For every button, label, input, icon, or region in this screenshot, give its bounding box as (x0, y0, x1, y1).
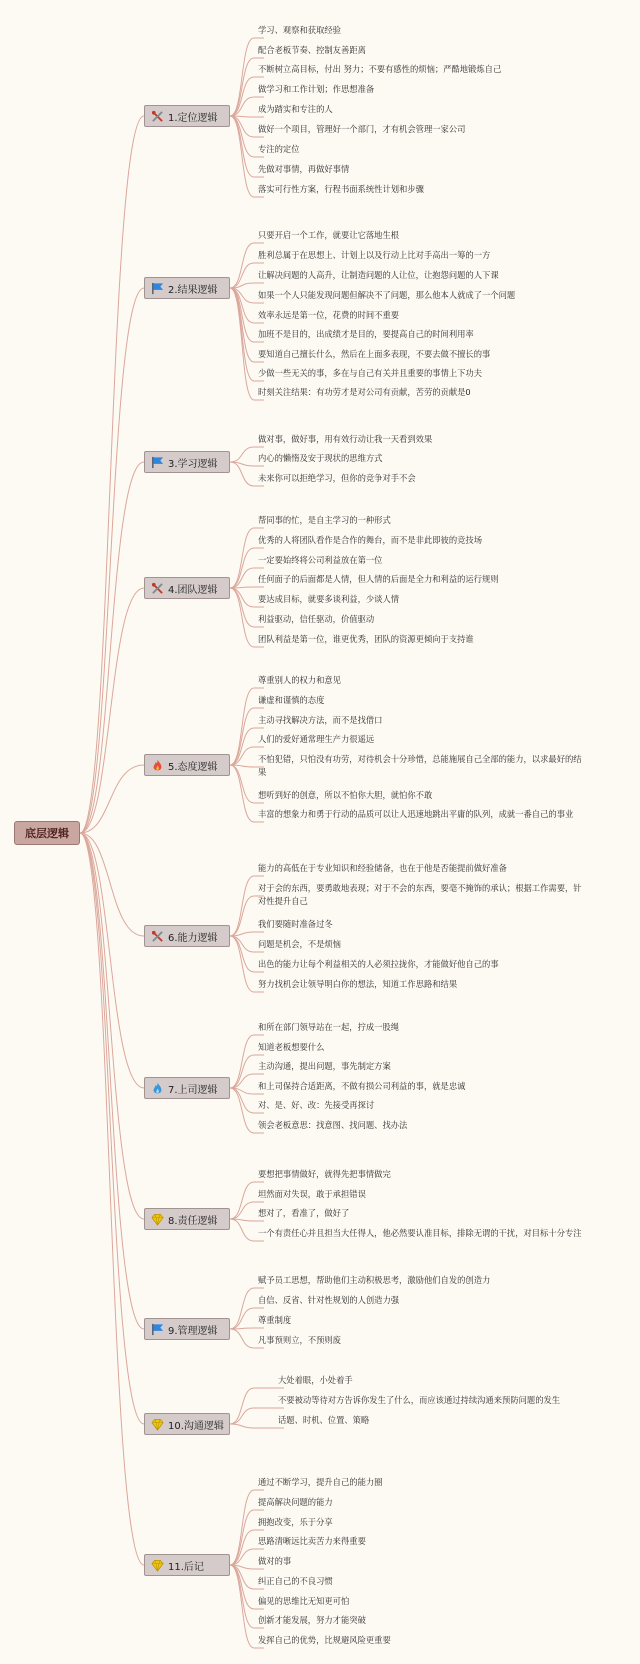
root-branch-connector (80, 833, 144, 1424)
branch-label: 8.责任逻辑 (168, 1215, 218, 1227)
leaf-item[interactable]: 尊重别人的权力和意见 (258, 675, 341, 685)
leaf-item[interactable]: 通过不断学习，提升自己的能力圈 (258, 1477, 383, 1487)
branch-node[interactable] (144, 577, 230, 599)
leaf-item[interactable]: 团队利益是第一位，谁更优秀，团队的资源更倾向于支持谁 (258, 634, 474, 644)
leaf-item[interactable]: 效率永远是第一位，花费的时间不重要 (258, 310, 400, 320)
leaf-item[interactable]: 人们的爱好通常理生产力很遥远 (258, 734, 375, 744)
branch-label: 10.沟通逻辑 (168, 1420, 224, 1432)
leaf-item[interactable]: 问题是机会，不是烦恼 (258, 939, 341, 949)
leaf-item[interactable]: 发挥自己的优势，比规避风险更重要 (258, 1635, 391, 1645)
leaf-item[interactable]: 想听到好的创意，所以不怕你大胆，就怕你不敢 (258, 790, 433, 800)
branch-label: 2.结果逻辑 (168, 284, 218, 296)
leaf-item[interactable]: 不断树立高目标，付出 努力；不要有感性的烦恼；严酷地锻炼自己 (258, 64, 502, 74)
leaf-item[interactable]: 胜利总属于在思想上、计划上以及行动上比对手高出一筹的一方 (258, 250, 491, 260)
leaf-item[interactable]: 少做一些无关的事，多在与自己有关并且重要的事情上下功夫 (258, 368, 483, 378)
flag-icon (151, 456, 164, 469)
leaf-item[interactable]: 让解决问题的人高升，让制造问题的人让位，让抱怨问题的人下课 (258, 270, 499, 280)
root-branch-connector (80, 116, 144, 833)
pick-and-shovel-icon (151, 582, 164, 595)
branch-node[interactable] (144, 754, 230, 776)
flag-icon (151, 456, 164, 469)
leaf-item[interactable]: 主动沟通，提出问题，事先制定方案 (258, 1061, 391, 1071)
branch-label: 7.上司逻辑 (168, 1084, 218, 1096)
leaf-item[interactable]: 一定要始终将公司利益放在第一位 (258, 555, 383, 565)
leaf-item[interactable]: 大处着眼，小处着手 (278, 1375, 353, 1385)
leaf-item[interactable]: 成为踏实和专注的人 (258, 104, 333, 114)
leaf-item[interactable]: 想对了，看准了，做好了 (258, 1208, 350, 1218)
leaf-connector (230, 1408, 284, 1424)
root-node[interactable]: 底层逻辑 (14, 821, 80, 845)
gem-icon (151, 1418, 164, 1431)
gem-icon (151, 1559, 164, 1572)
pick-and-shovel-icon (151, 930, 164, 943)
leaf-item[interactable]: 和上司保持合适距离，不做有损公司利益的事，就是忠诚 (258, 1081, 466, 1091)
leaf-item[interactable]: 要想把事情做好，就得先把事情做完 (258, 1169, 391, 1179)
branch-node[interactable] (144, 1413, 230, 1435)
gem-icon (151, 1559, 164, 1572)
leaf-item[interactable]: 做对的事 (258, 1556, 292, 1566)
leaf-connector (230, 1388, 284, 1424)
leaf-connector (230, 288, 264, 400)
leaf-item[interactable]: 提高解决问题的能力 (258, 1497, 333, 1507)
leaf-item[interactable]: 内心的懒惰及安于现状的思维方式 (258, 453, 383, 463)
fire-icon (151, 759, 164, 772)
branch-label: 4.团队逻辑 (168, 584, 218, 596)
leaf-item[interactable]: 要达成目标，就要多谈利益，少谈人情 (258, 594, 400, 604)
leaf-item[interactable]: 要知道自己擅长什么，然后在上面多表现，不要去做不擅长的事 (258, 349, 491, 359)
branch-label: 3.学习逻辑 (168, 458, 218, 470)
leaf-item[interactable]: 如果一个人只能发现问题但解决不了问题，那么他本人就成了一个问题 (258, 290, 516, 300)
leaf-item[interactable]: 做好一个项目，管理好一个部门，才有机会管理一家公司 (258, 124, 466, 134)
gem-icon (151, 1213, 164, 1226)
leaf-item[interactable]: 和所在部门领导站在一起，拧成一股绳 (258, 1022, 400, 1032)
leaf-item[interactable]: 主动寻找解决方法，而不是找借口 (258, 715, 383, 725)
leaf-item[interactable]: 赋予员工思想，帮助他们主动积极思考，激励他们自发的创造力 (258, 1275, 491, 1285)
pick-and-shovel-icon (151, 110, 164, 123)
leaf-item[interactable]: 加班不是目的，出成绩才是目的，要提高自己的时间利用率 (258, 329, 474, 339)
leaf-item[interactable]: 能力的高低在于专业知识和经验储备，也在于他是否能提前做好准备 (258, 863, 507, 873)
gem-icon (151, 1213, 164, 1226)
leaf-item[interactable]: 不怕犯错，只怕没有功劳，对待机会十分珍惜，总能施展自己全部的能力，以求最好的结果 (258, 754, 582, 777)
root-branch-connector (80, 462, 144, 833)
flag-icon (151, 282, 164, 295)
leaf-item[interactable]: 谦虚和谨慎的态度 (258, 695, 325, 705)
leaf-item[interactable]: 学习、观察和获取经验 (258, 25, 341, 35)
leaf-item[interactable]: 一个有责任心并且担当大任得人，他必然要认准目标，排除无谓的干扰，对目标十分专注 (258, 1228, 582, 1238)
branch-node[interactable] (144, 925, 230, 947)
fire-icon (151, 759, 164, 772)
leaf-item[interactable]: 出色的能力让每个利益相关的人必须拉拢你，才能做好他自己的事 (258, 959, 499, 969)
leaf-item[interactable]: 凡事预则立，不预则废 (258, 1335, 341, 1345)
branch-node[interactable] (144, 277, 230, 299)
leaf-item[interactable]: 创新才能发展，努力才能突破 (258, 1615, 366, 1625)
leaf-connector (230, 1424, 284, 1428)
leaf-item[interactable]: 不要被动等待对方告诉你发生了什么，而应该通过持续沟通来预防问题的发生 (278, 1395, 561, 1405)
leaf-item[interactable]: 丰富的想象力和勇于行动的品质可以让人迅速地跳出平庸的队列，成就一番自己的事业 (258, 809, 574, 819)
leaf-item[interactable]: 配合老板节奏、控制友善距离 (258, 45, 366, 55)
leaf-item[interactable]: 偏见的思维比无知更可怕 (258, 1596, 350, 1606)
branch-label: 9.管理逻辑 (168, 1325, 218, 1337)
leaf-item[interactable]: 对、是、好、改：先接受再探讨 (258, 1100, 375, 1110)
branch-label: 5.态度逻辑 (168, 761, 218, 773)
leaf-item[interactable]: 领会老板意思：找意图、找问题、找办法 (258, 1120, 408, 1130)
leaf-item[interactable]: 任何面子的后面都是人情，但人情的后面是全力和利益的运行规则 (258, 574, 499, 584)
leaf-item[interactable]: 知道老板想要什么 (258, 1042, 325, 1052)
flag-icon (151, 1323, 164, 1336)
leaf-item[interactable]: 思路清晰远比卖苦力来得重要 (258, 1536, 366, 1546)
branch-node[interactable] (144, 1554, 230, 1576)
leaf-item[interactable]: 做学习和工作计划；作思想准备 (258, 84, 375, 94)
leaf-item[interactable]: 优秀的人将团队看作是合作的舞台，而不是非此即彼的竞技场 (258, 535, 483, 545)
leaf-item[interactable]: 利益驱动，信任驱动，价值驱动 (258, 614, 375, 624)
blue-flame-icon (151, 1082, 164, 1095)
leaf-item[interactable]: 我们要随时准备过冬 (258, 919, 333, 929)
leaf-item[interactable]: 先做对事情，再做好事情 (258, 164, 350, 174)
leaf-item[interactable]: 纠正自己的不良习惯 (258, 1576, 333, 1586)
root-branch-connector (80, 833, 144, 1565)
leaf-item[interactable]: 坦然面对失误，敢于承担错误 (258, 1189, 366, 1199)
branch-node[interactable] (144, 1318, 230, 1340)
branch-node[interactable] (144, 1208, 230, 1230)
branch-label: 11.后记 (168, 1561, 204, 1573)
pick-and-shovel-icon (151, 110, 164, 123)
blue-flame-icon (151, 1082, 164, 1095)
leaf-item[interactable]: 尊重制度 (258, 1315, 292, 1325)
leaf-item[interactable]: 专注的定位 (258, 144, 300, 154)
leaf-item[interactable]: 时刻关注结果：有功劳才是对公司有贡献，苦劳的贡献是0 (258, 387, 471, 397)
pick-and-shovel-icon (151, 930, 164, 943)
leaf-item[interactable]: 做对事，做好事，用有效行动让我一天看到效果 (258, 434, 433, 444)
leaf-item[interactable]: 话题、时机、位置、策略 (278, 1415, 370, 1425)
leaf-item[interactable]: 努力找机会让领导明白你的想法，知道工作思路和结果 (258, 979, 458, 989)
pick-and-shovel-icon (151, 582, 164, 595)
root-branch-connector (80, 288, 144, 833)
branch-label: 1.定位逻辑 (168, 112, 218, 124)
leaf-item[interactable]: 未来你可以拒绝学习，但你的竞争对手不会 (258, 473, 416, 483)
leaf-item[interactable]: 帮同事的忙，是自主学习的一种形式 (258, 515, 391, 525)
flag-icon (151, 282, 164, 295)
leaf-item[interactable]: 落实可行性方案，行程书面系统性计划和步骤 (258, 184, 424, 194)
branch-label: 6.能力逻辑 (168, 932, 218, 944)
branch-node[interactable] (144, 451, 230, 473)
branch-node[interactable] (144, 105, 230, 127)
leaf-item[interactable]: 拥抱改变，乐于分享 (258, 1517, 333, 1527)
leaf-item[interactable]: 只要开启一个工作，就要让它落地生根 (258, 230, 400, 240)
leaf-item[interactable]: 自信、反省、针对性规划的人创造力强 (258, 1295, 400, 1305)
leaf-item[interactable]: 对于会的东西，要勇敢地表现；对于不会的东西，要毫不掩饰的承认；根据工作需要，针对性提升自己 (258, 883, 582, 906)
gem-icon (151, 1418, 164, 1431)
root-branch-connector (80, 765, 144, 833)
branch-node[interactable] (144, 1077, 230, 1099)
flag-icon (151, 1323, 164, 1336)
